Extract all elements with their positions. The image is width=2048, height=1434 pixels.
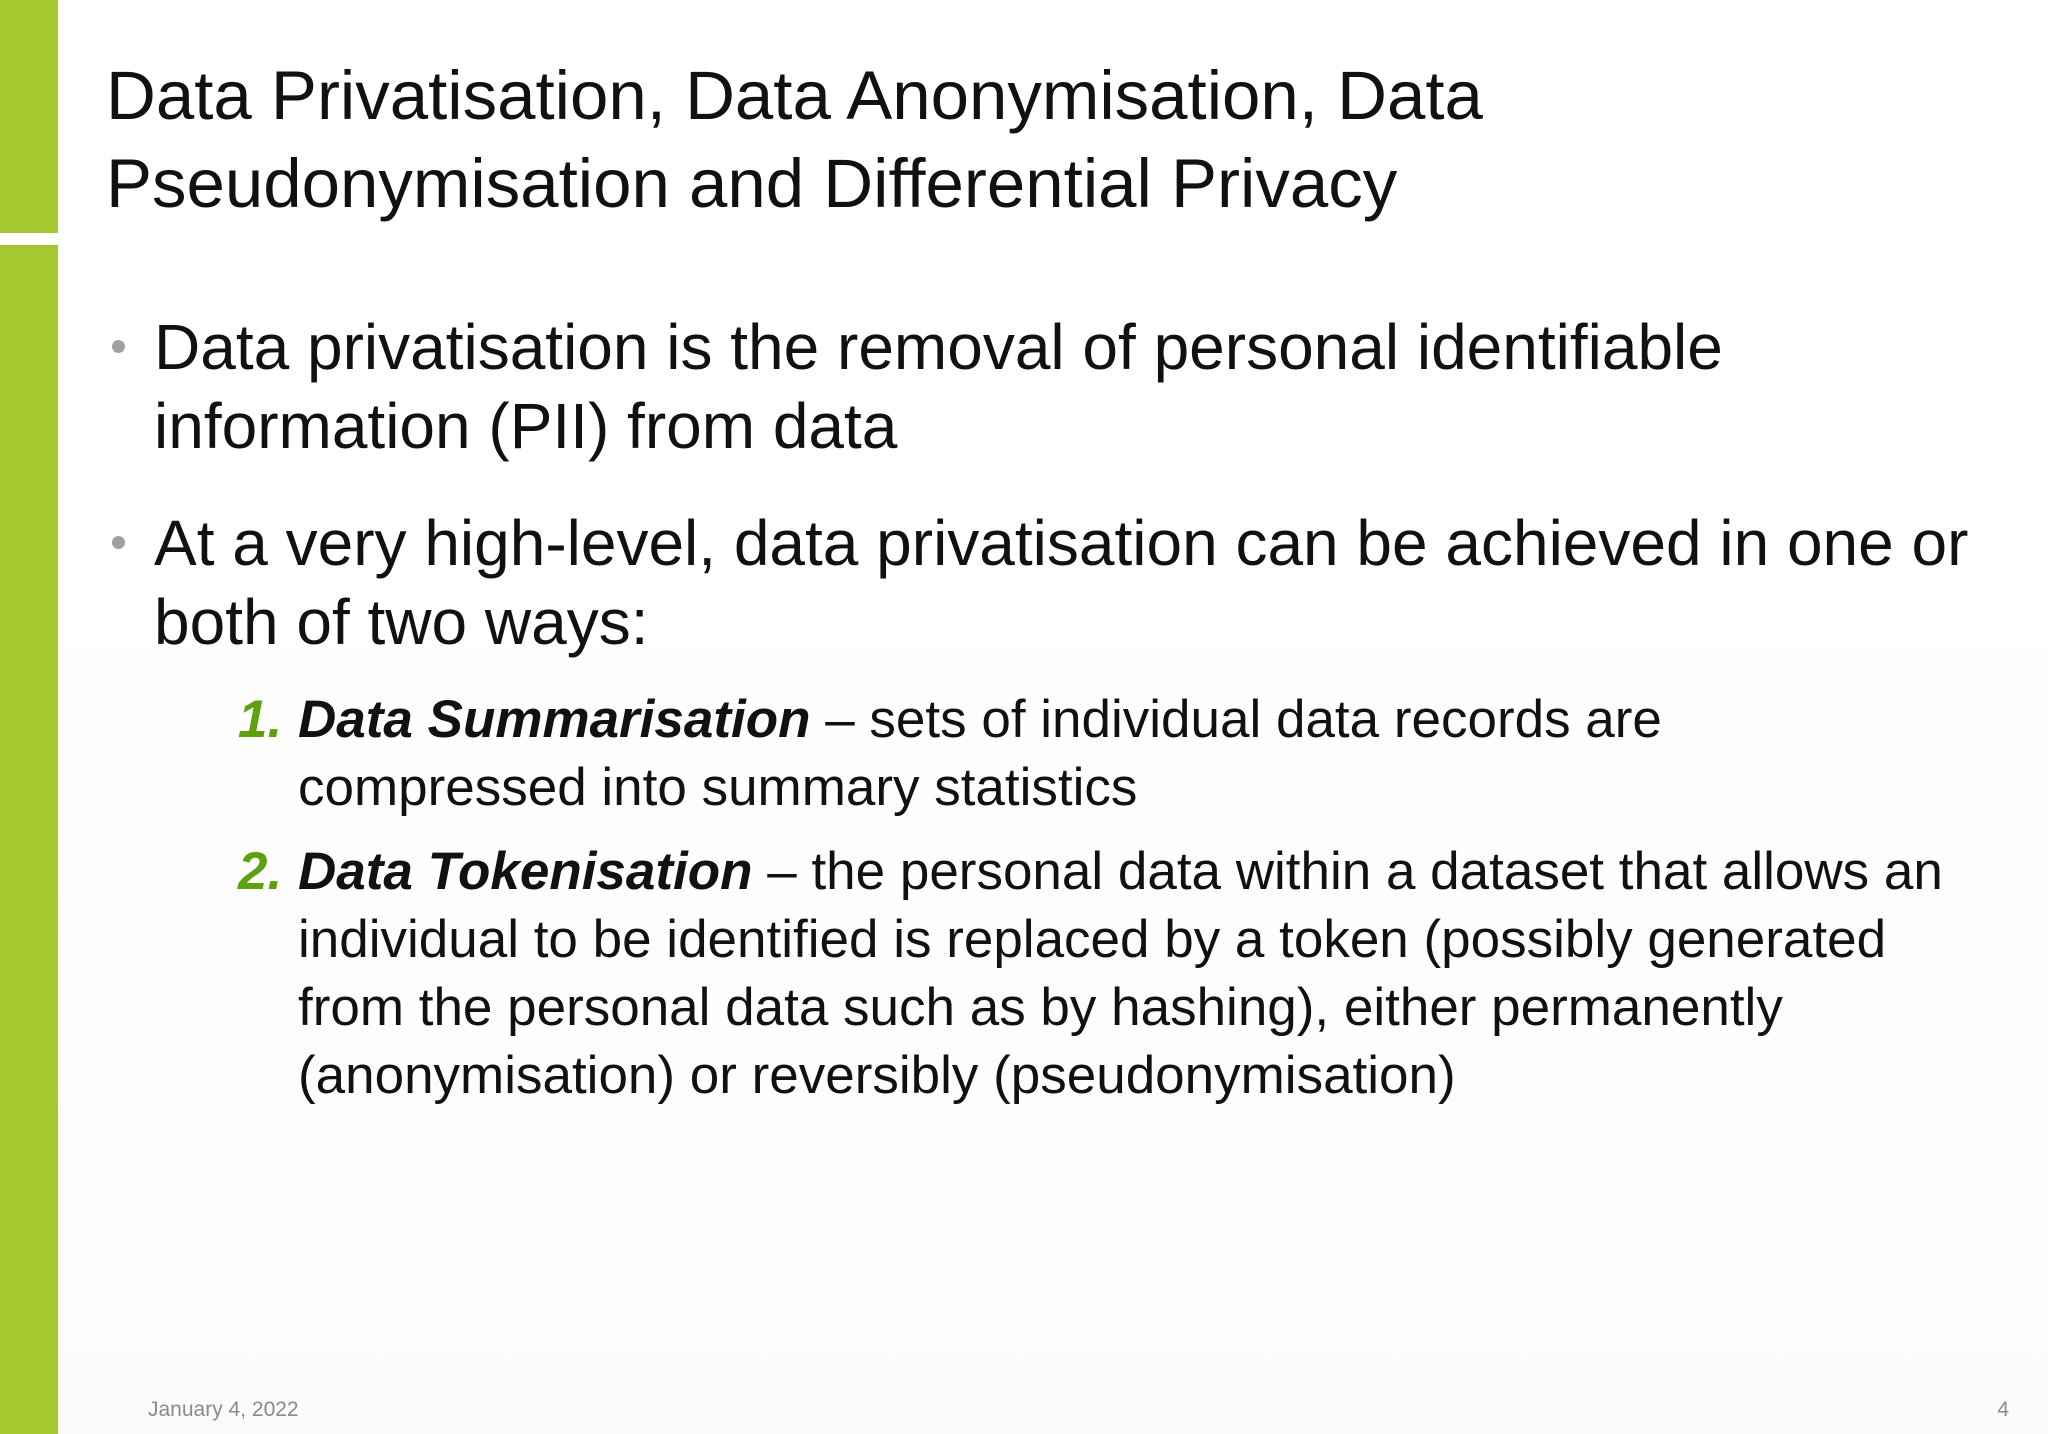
page-number: 4: [1997, 1398, 2009, 1421]
bullet-item: [106, 504, 1986, 662]
slide-title: Data Privatisation, Data Anonymisation, Data Pseudonymisation and Differential Privacy: [106, 57, 1483, 222]
item-description: – the personal data within a dataset that allows an individual to be identified is replaced by a token (possibly generated from the personal data such as by hashing), either permanently (anonymisation) or reversibly (pseudonymisation): [298, 842, 1943, 1105]
footer-date: January 4, 2022: [148, 1398, 299, 1421]
accent-bar-bottom: [0, 245, 58, 1434]
numbered-sublist: [238, 686, 1958, 1110]
bullet-text: At a very high-level, data privatisation can be achieved in one or both of two ways:: [154, 507, 1969, 658]
bullet-item: [106, 308, 1986, 466]
item-term: Data Summarisation: [298, 690, 811, 749]
item-description: – sets of individual data records are compressed into summary statistics: [298, 690, 1662, 817]
numbered-item: [238, 686, 1958, 822]
bullet-list: [106, 308, 1986, 1126]
accent-bar-top: [0, 0, 58, 233]
numbered-item: [238, 838, 1958, 1110]
bullet-text: Data privatisation is the removal of personal identifiable information (PII) from data: [154, 311, 1723, 462]
item-term: Data Tokenisation: [298, 842, 753, 901]
bullet-dot-icon: [112, 536, 125, 549]
item-number: 2.: [238, 842, 283, 901]
item-number: 1.: [238, 690, 283, 749]
bullet-dot-icon: [112, 340, 125, 353]
